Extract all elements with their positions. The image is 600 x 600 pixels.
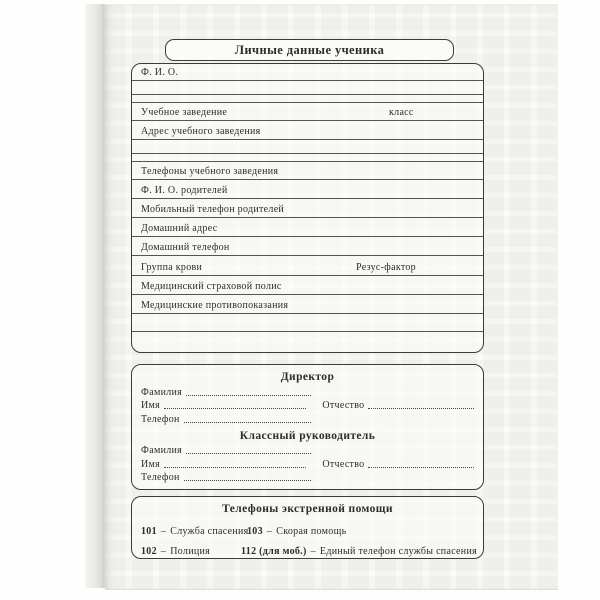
teacher-name-row (141, 456, 474, 470)
director-surname-row (141, 384, 474, 398)
field-label: Домашний телефон (141, 242, 230, 253)
dotted-fill-line (184, 472, 311, 481)
form-row-blank-narrow (132, 95, 483, 103)
form-row-contraindications (132, 295, 483, 314)
field-label: Имя (141, 400, 161, 411)
emergency-number: 103 (247, 526, 263, 537)
dash-separator: – (160, 526, 167, 537)
field-label: Телефон (141, 472, 180, 483)
emergency-label: Единый телефон службы спасения (319, 546, 477, 557)
field-label: Домашний адрес (141, 223, 218, 234)
field-label: Ф. И. О. родителей (141, 185, 228, 196)
field-label: Адрес учебного заведения (141, 126, 261, 137)
emergency-row-1 (132, 522, 483, 537)
form-row-blood-group (132, 256, 483, 276)
form-row-home-phone (132, 237, 483, 256)
emergency-phones-section (131, 496, 484, 559)
field-label: Учебное заведение (141, 107, 228, 118)
form-row-fio (132, 64, 483, 81)
form-row-parents-fio (132, 180, 483, 199)
dotted-fill-line (186, 387, 311, 396)
page-title-box (165, 39, 454, 61)
field-label: Мобильный телефон родителей (141, 204, 285, 215)
field-label: Медицинские противопоказания (141, 300, 289, 311)
emergency-number: 112 (для моб.) (241, 546, 307, 557)
dotted-fill-line (184, 414, 311, 423)
page-title: Личные данные ученика (234, 42, 385, 57)
dotted-fill-line (164, 400, 306, 409)
form-row-school-phones (132, 162, 483, 180)
field-label: Фамилия (141, 445, 183, 456)
book-page-edge (85, 4, 105, 588)
emergency-number: 102 (141, 546, 157, 557)
emergency-label: Служба спасения (170, 526, 249, 537)
form-row-home-address (132, 218, 483, 237)
emergency-heading: Телефоны экстренной помощи (222, 503, 393, 515)
director-heading: Директор (280, 371, 335, 383)
form-row-school (132, 103, 483, 121)
dash-separator: – (160, 546, 167, 557)
form-row-school-address (132, 121, 483, 140)
field-label-class: класс (389, 107, 414, 118)
class-teacher-heading: Классный руководитель (239, 429, 376, 442)
emergency-item-103 (247, 526, 477, 537)
emergency-number: 101 (141, 526, 157, 537)
emergency-item-101 (141, 526, 247, 537)
emergency-row-2 (132, 542, 483, 557)
field-label: Телефон (141, 413, 180, 425)
dotted-fill-line (186, 445, 311, 454)
dotted-fill-line (368, 400, 474, 409)
dash-separator: – (266, 526, 273, 537)
form-row-insurance-policy (132, 276, 483, 295)
field-label-rh-factor: Резус-фактор (356, 262, 416, 273)
emergency-item-112 (241, 546, 477, 557)
field-label: Фамилия (141, 386, 183, 398)
teacher-phone-row (141, 470, 474, 484)
form-row-blank (132, 81, 483, 95)
teacher-surname-row (141, 443, 474, 457)
diary-page (105, 4, 558, 590)
dotted-fill-line (368, 459, 474, 468)
emergency-label: Скорая помощь (276, 526, 347, 537)
form-row-blank (132, 314, 483, 332)
director-phone-row (141, 411, 474, 425)
field-label: Имя (141, 458, 161, 470)
emergency-label: Полиция (170, 546, 211, 557)
dotted-fill-line (164, 459, 306, 468)
dash-separator: – (310, 546, 316, 557)
field-label: Группа крови (141, 262, 203, 273)
form-row-blank (132, 140, 483, 154)
field-label: Ф. И. О. (141, 67, 179, 78)
director-name-row (141, 398, 474, 412)
form-row-blank (132, 332, 483, 353)
emergency-item-102 (141, 546, 241, 557)
form-row-parents-mobile (132, 199, 483, 218)
field-label: Отчество (322, 458, 365, 470)
field-label: Медицинский страховой полис (141, 281, 282, 292)
staff-section (131, 364, 484, 490)
form-row-blank-narrow (132, 154, 483, 162)
personal-data-form (131, 63, 484, 353)
field-label: Телефоны учебного заведения (141, 166, 279, 177)
field-label: Отчество (322, 400, 365, 411)
